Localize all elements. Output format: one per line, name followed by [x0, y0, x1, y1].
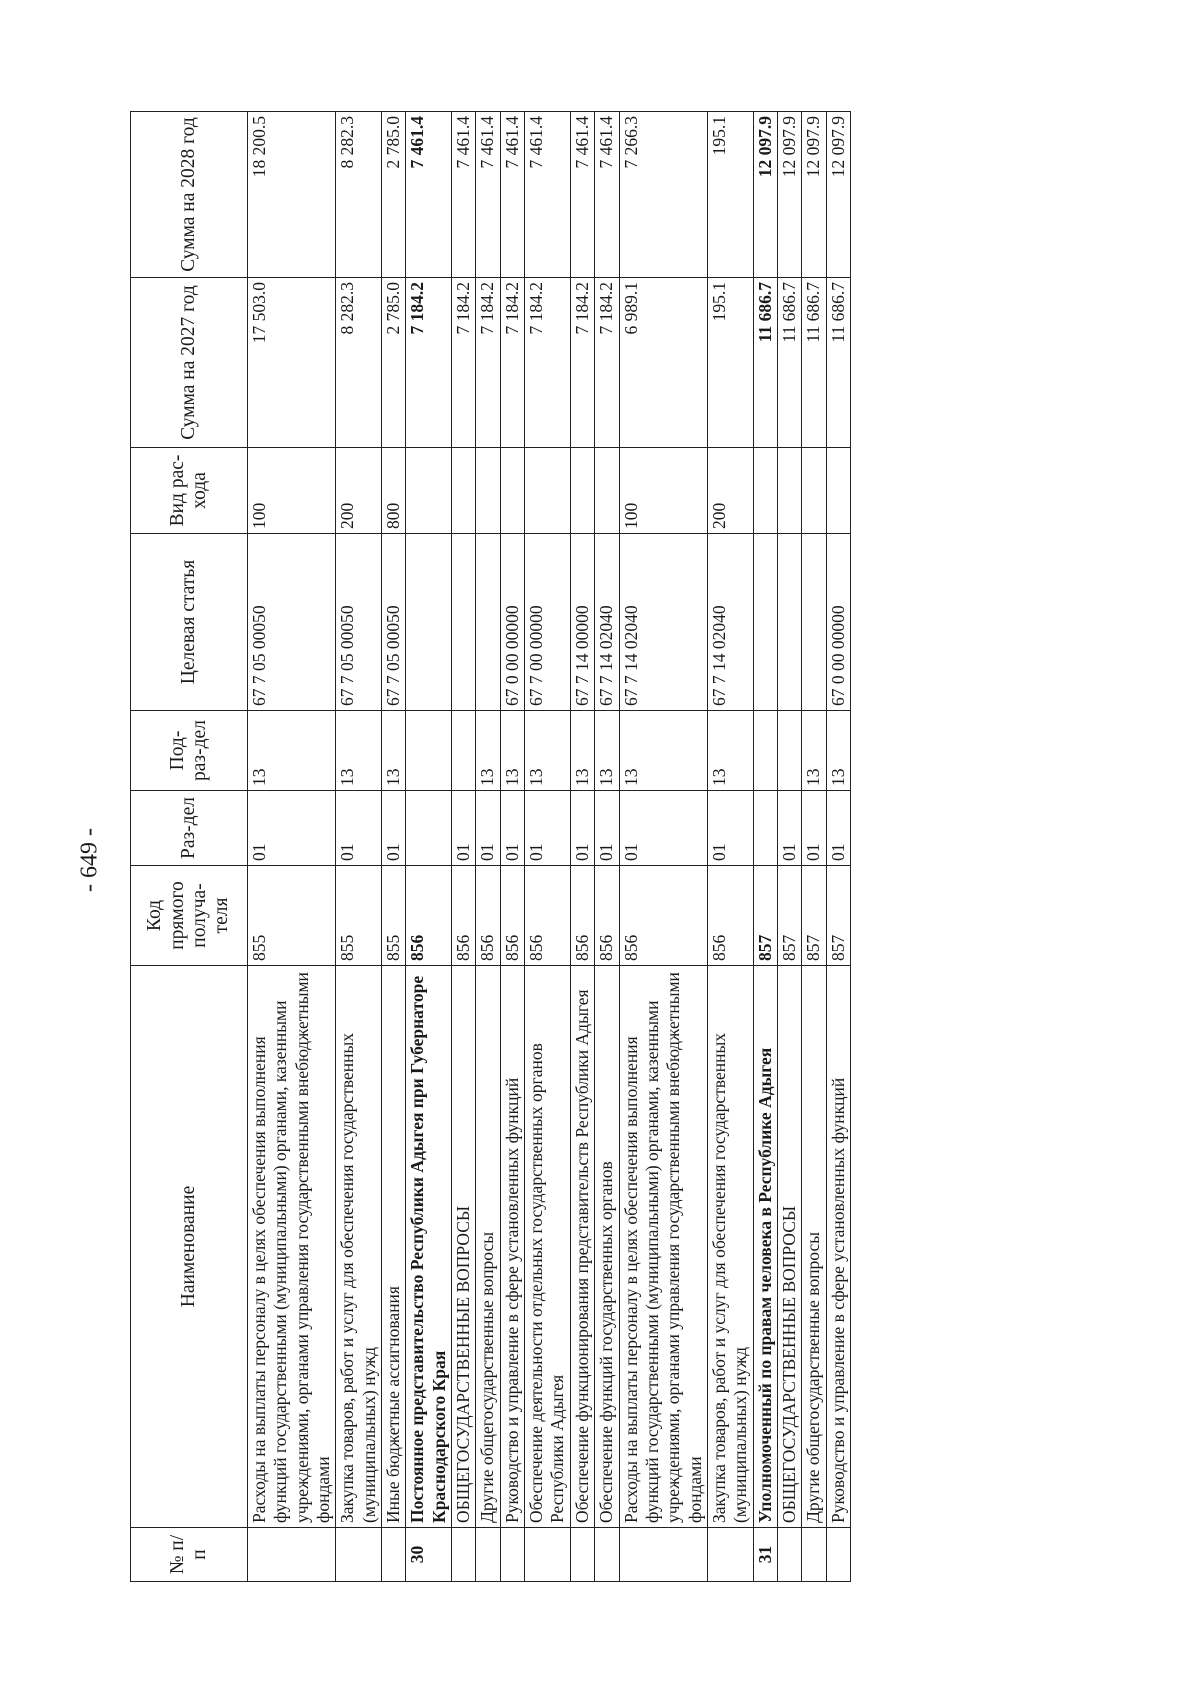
cell-code: 855 [336, 866, 382, 966]
cell-vid [570, 448, 594, 534]
cell-target: 67 7 05 00050 [336, 534, 382, 711]
cell-code: 856 [707, 866, 753, 966]
cell-sum-2028: 7 461.4 [570, 112, 594, 278]
cell-sum-2027: 11 686.7 [753, 278, 777, 448]
cell-vid [826, 448, 850, 534]
cell-code: 857 [753, 866, 777, 966]
cell-target [753, 534, 777, 711]
cell-razdel [753, 791, 777, 866]
cell-code: 857 [802, 866, 826, 966]
header-code: Код прямого получа-теля [131, 866, 248, 966]
cell-podrazdel: 13 [826, 711, 850, 791]
cell-code: 856 [476, 866, 500, 966]
cell-sum-2028: 195.1 [707, 112, 753, 278]
cell-code: 857 [777, 866, 801, 966]
table-row [777, 112, 801, 1582]
cell-podrazdel: 13 [707, 711, 753, 791]
cell-sum-2028: 12 097.9 [802, 112, 826, 278]
cell-razdel [406, 791, 452, 866]
cell-num: 30 [406, 1528, 452, 1582]
cell-razdel: 01 [826, 791, 850, 866]
cell-sum-2028: 18 200.5 [248, 112, 336, 278]
cell-sum-2028: 12 097.9 [826, 112, 850, 278]
cell-num [619, 1528, 707, 1582]
cell-podrazdel: 13 [595, 711, 619, 791]
cell-podrazdel: 13 [248, 711, 336, 791]
cell-target: 67 0 00 00000 [826, 534, 850, 711]
cell-podrazdel [406, 711, 452, 791]
cell-razdel: 01 [382, 791, 406, 866]
cell-sum-2028: 2 785.0 [382, 112, 406, 278]
table-row [382, 112, 406, 1582]
cell-podrazdel [777, 711, 801, 791]
cell-vid [802, 448, 826, 534]
cell-num [570, 1528, 594, 1582]
header-row [131, 112, 248, 1582]
table-row [248, 112, 336, 1582]
cell-code: 856 [525, 866, 571, 966]
cell-razdel: 01 [248, 791, 336, 866]
cell-name: ОБЩЕГОСУДАРСТВЕННЫЕ ВОПРОСЫ [777, 966, 801, 1528]
cell-podrazdel: 13 [619, 711, 707, 791]
cell-podrazdel: 13 [500, 711, 524, 791]
cell-code: 856 [570, 866, 594, 966]
table-row [826, 112, 850, 1582]
cell-sum-2027: 7 184.2 [452, 278, 476, 448]
cell-target [802, 534, 826, 711]
cell-target [452, 534, 476, 711]
header-name: Наименование [131, 966, 248, 1528]
cell-name: Уполномоченный по правам человека в Республике Адыгея [753, 966, 777, 1528]
table-row [595, 112, 619, 1582]
cell-code: 855 [382, 866, 406, 966]
cell-sum-2027: 11 686.7 [826, 278, 850, 448]
cell-vid: 200 [336, 448, 382, 534]
cell-sum-2027: 195.1 [707, 278, 753, 448]
header-razdel: Раз-дел [131, 791, 248, 866]
cell-target: 67 7 14 02040 [595, 534, 619, 711]
cell-name: Закупка товаров, работ и услуг для обеспечения государственных (муниципальных) нужд [336, 966, 382, 1528]
cell-sum-2028: 7 461.4 [452, 112, 476, 278]
cell-sum-2027: 6 989.1 [619, 278, 707, 448]
cell-vid: 100 [619, 448, 707, 534]
cell-num [707, 1528, 753, 1582]
cell-name: Другие общегосударственные вопросы [476, 966, 500, 1528]
cell-num [777, 1528, 801, 1582]
cell-sum-2027: 7 184.2 [570, 278, 594, 448]
cell-name: Постоянное представительство Республики Адыгея при Губернаторе Краснодарского Края [406, 966, 452, 1528]
cell-razdel: 01 [595, 791, 619, 866]
header-target: Целевая статья [131, 534, 248, 711]
cell-razdel: 01 [336, 791, 382, 866]
cell-vid [595, 448, 619, 534]
cell-sum-2028: 7 461.4 [500, 112, 524, 278]
cell-target [406, 534, 452, 711]
cell-sum-2028: 7 461.4 [476, 112, 500, 278]
cell-sum-2027: 11 686.7 [802, 278, 826, 448]
cell-sum-2028: 12 097.9 [777, 112, 801, 278]
cell-podrazdel: 13 [525, 711, 571, 791]
cell-num [452, 1528, 476, 1582]
cell-target: 67 0 00 00000 [500, 534, 524, 711]
cell-vid [406, 448, 452, 534]
header-num: № п/п [131, 1528, 248, 1582]
cell-sum-2028: 7 461.4 [525, 112, 571, 278]
cell-target [777, 534, 801, 711]
cell-code: 856 [619, 866, 707, 966]
cell-razdel: 01 [777, 791, 801, 866]
table-row [452, 112, 476, 1582]
cell-sum-2027: 2 785.0 [382, 278, 406, 448]
cell-vid: 100 [248, 448, 336, 534]
cell-podrazdel: 13 [802, 711, 826, 791]
cell-razdel: 01 [452, 791, 476, 866]
cell-vid [525, 448, 571, 534]
rotated-table-wrapper [130, 112, 851, 1582]
cell-name: Расходы на выплаты персоналу в целях обеспечения выполнения функций государственными (муниципальными) органами, казенными учреждениями, органами управления государственными внебюджетными фондами [619, 966, 707, 1528]
table-row [476, 112, 500, 1582]
cell-podrazdel [452, 711, 476, 791]
cell-target [476, 534, 500, 711]
cell-sum-2028: 7 266.3 [619, 112, 707, 278]
cell-code: 855 [248, 866, 336, 966]
table-row [619, 112, 707, 1582]
header-sum-2027: Сумма на 2027 год [131, 278, 248, 448]
cell-razdel: 01 [525, 791, 571, 866]
cell-target: 67 7 14 02040 [707, 534, 753, 711]
cell-target: 67 7 00 00000 [525, 534, 571, 711]
table-row [525, 112, 571, 1582]
cell-razdel: 01 [619, 791, 707, 866]
table-row [707, 112, 753, 1582]
cell-code: 856 [452, 866, 476, 966]
cell-name: Обеспечение функционирования представительств Республики Адыгея [570, 966, 594, 1528]
cell-code: 856 [500, 866, 524, 966]
cell-vid [452, 448, 476, 534]
cell-sum-2028: 7 461.4 [595, 112, 619, 278]
cell-podrazdel: 13 [336, 711, 382, 791]
cell-sum-2027: 7 184.2 [500, 278, 524, 448]
budget-table [130, 111, 851, 1582]
cell-num [595, 1528, 619, 1582]
cell-target: 67 7 05 00050 [248, 534, 336, 711]
header-sum-2028: Сумма на 2028 год [131, 112, 248, 278]
cell-sum-2027: 7 184.2 [595, 278, 619, 448]
cell-num [500, 1528, 524, 1582]
cell-num [336, 1528, 382, 1582]
cell-code: 856 [406, 866, 452, 966]
cell-num [802, 1528, 826, 1582]
cell-vid [476, 448, 500, 534]
cell-sum-2027: 7 184.2 [525, 278, 571, 448]
cell-name: Руководство и управление в сфере установленных функций [500, 966, 524, 1528]
cell-vid [500, 448, 524, 534]
cell-target: 67 7 05 00050 [382, 534, 406, 711]
cell-sum-2027: 7 184.2 [476, 278, 500, 448]
cell-vid [777, 448, 801, 534]
table-body [248, 112, 851, 1582]
table-row [406, 112, 452, 1582]
cell-sum-2028: 12 097.9 [753, 112, 777, 278]
cell-sum-2027: 7 184.2 [406, 278, 452, 448]
cell-vid: 800 [382, 448, 406, 534]
cell-podrazdel: 13 [382, 711, 406, 791]
cell-sum-2027: 8 282.3 [336, 278, 382, 448]
cell-num [525, 1528, 571, 1582]
cell-target: 67 7 14 00000 [570, 534, 594, 711]
table-row [336, 112, 382, 1582]
cell-sum-2027: 17 503.0 [248, 278, 336, 448]
cell-vid [753, 448, 777, 534]
table-row [570, 112, 594, 1582]
cell-name: Обеспечение функций государственных органов [595, 966, 619, 1528]
cell-name: ОБЩЕГОСУДАРСТВЕННЫЕ ВОПРОСЫ [452, 966, 476, 1528]
cell-name: Расходы на выплаты персоналу в целях обеспечения выполнения функций государственными (муниципальными) органами, казенными учреждениями, органами управления государственными внебюджетными фондами [248, 966, 336, 1528]
cell-name: Закупка товаров, работ и услуг для обеспечения государственных (муниципальных) нужд [707, 966, 753, 1528]
cell-code: 857 [826, 866, 850, 966]
cell-target: 67 7 14 02040 [619, 534, 707, 711]
cell-sum-2028: 8 282.3 [336, 112, 382, 278]
header-podrazdel: Под-раз-дел [131, 711, 248, 791]
table-row [753, 112, 777, 1582]
cell-num [826, 1528, 850, 1582]
cell-podrazdel: 13 [476, 711, 500, 791]
cell-num [382, 1528, 406, 1582]
header-vid: Вид рас-хода [131, 448, 248, 534]
cell-name: Другие общегосударственные вопросы [802, 966, 826, 1528]
table-row [500, 112, 524, 1582]
cell-razdel: 01 [500, 791, 524, 866]
cell-razdel: 01 [707, 791, 753, 866]
cell-razdel: 01 [570, 791, 594, 866]
cell-podrazdel: 13 [570, 711, 594, 791]
cell-num: 31 [753, 1528, 777, 1582]
cell-vid: 200 [707, 448, 753, 534]
cell-sum-2027: 11 686.7 [777, 278, 801, 448]
cell-name: Иные бюджетные ассигнования [382, 966, 406, 1528]
cell-razdel: 01 [476, 791, 500, 866]
cell-num [248, 1528, 336, 1582]
cell-name: Обеспечение деятельности отдельных государственных органов Республики Адыгея [525, 966, 571, 1528]
page-number: - 649 - [76, 828, 103, 892]
cell-name: Руководство и управление в сфере установленных функций [826, 966, 850, 1528]
cell-num [476, 1528, 500, 1582]
cell-razdel: 01 [802, 791, 826, 866]
cell-podrazdel [753, 711, 777, 791]
table-row [802, 112, 826, 1582]
cell-code: 856 [595, 866, 619, 966]
cell-sum-2028: 7 461.4 [406, 112, 452, 278]
